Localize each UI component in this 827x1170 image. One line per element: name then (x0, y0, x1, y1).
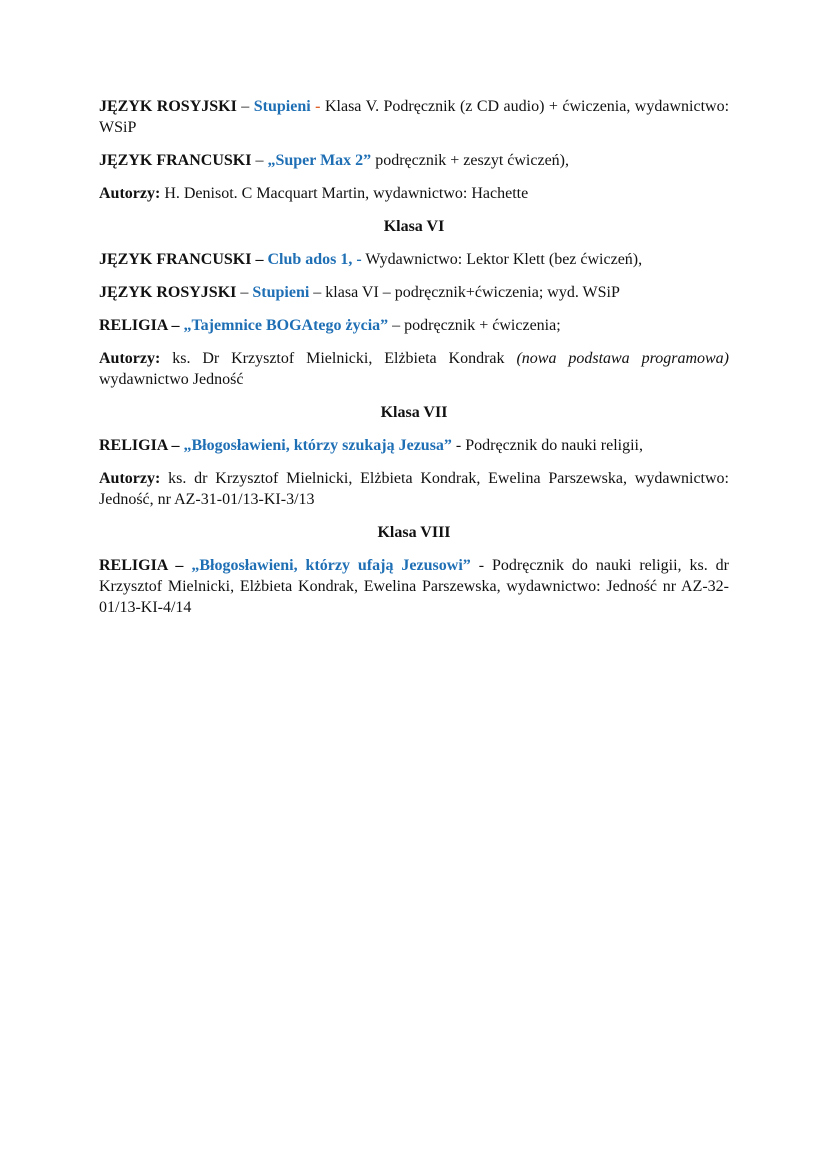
subject-name: RELIGIA – (99, 317, 184, 334)
dash: – (236, 98, 254, 115)
paragraph-religion-klasa6 (99, 315, 729, 336)
book-details: - Podręcznik do nauki religii, ks. dr Krzysztof Mielnicki, Elżbieta Kondrak, Ewelina Parszewska, wydawnictwo: Jedność nr AZ-32-01/13-KI-4/14 (99, 557, 730, 616)
book-title: „Super Max 2” (267, 152, 372, 169)
heading-klasa-vi: Klasa VI (383, 218, 445, 235)
paragraph-religion-klasa8 (99, 555, 729, 618)
subject-name: JĘZYK FRANCUSKI (99, 152, 252, 169)
paragraph-authors-religion-klasa7 (99, 468, 729, 510)
program-note: (nowa podstawa programowa) (516, 350, 729, 367)
dash: – (236, 284, 253, 301)
heading-klasa-viii: Klasa VIII (377, 524, 451, 541)
authors-details: ks. Dr Krzysztof Mielnicki, Elżbieta Kondrak (160, 350, 517, 367)
paragraph-authors-french (99, 183, 729, 204)
book-details: podręcznik + zeszyt ćwiczeń), (371, 152, 569, 169)
book-title: „Błogosławieni, którzy ufają Jezusowi” (191, 557, 471, 574)
paragraph-russian-klasa5 (99, 96, 729, 138)
authors-label: Autorzy: (99, 470, 161, 487)
dash-orange: - (310, 98, 325, 115)
book-details: Wydawnictwo: Lektor Klett (bez ćwiczeń), (361, 251, 643, 268)
paragraph-french-klasa5 (99, 150, 729, 171)
paragraph-french-klasa6 (99, 249, 729, 270)
authors-label: Autorzy: (99, 350, 161, 367)
book-details: Klasa V. Podręcznik (z CD audio) + ćwiczenia, wydawnictwo: WSiP (99, 98, 730, 136)
subject-name: RELIGIA – (99, 557, 192, 574)
subject-name: RELIGIA – (99, 437, 184, 454)
book-title: „Błogosławieni, którzy szukają Jezusa” (183, 437, 452, 454)
publisher: wydawnictwo Jedność (99, 371, 244, 388)
subject-name: JĘZYK ROSYJSKI (99, 98, 237, 115)
paragraph-authors-religion-klasa6 (99, 348, 729, 390)
paragraph-religion-klasa7 (99, 435, 729, 456)
subject-name: JĘZYK FRANCUSKI – (99, 251, 268, 268)
book-details: – klasa VI – podręcznik+ćwiczenia; wyd. WSiP (309, 284, 620, 301)
dash: – (251, 152, 268, 169)
authors-details: H. Denisot. C Macquart Martin, wydawnictwo: Hachette (160, 185, 529, 202)
authors-label: Autorzy: (99, 185, 161, 202)
authors-details: ks. dr Krzysztof Mielnicki, Elżbieta Kondrak, Ewelina Parszewska, wydawnictwo: Jedność, nr AZ-31-01/13-KI-3/13 (99, 470, 729, 508)
paragraph-russian-klasa6 (99, 282, 729, 303)
book-title: Club ados 1, - (267, 251, 362, 268)
book-title: Stupieni (252, 284, 310, 301)
subject-name: JĘZYK ROSYJSKI (99, 284, 237, 301)
book-details: – podręcznik + ćwiczenia; (388, 317, 561, 334)
book-title: Stupieni (253, 98, 311, 115)
book-title: „Tajemnice BOGAtego życia” (183, 317, 389, 334)
heading-klasa-vii: Klasa VII (380, 404, 448, 421)
book-details: - Podręcznik do nauki religii, (451, 437, 643, 454)
